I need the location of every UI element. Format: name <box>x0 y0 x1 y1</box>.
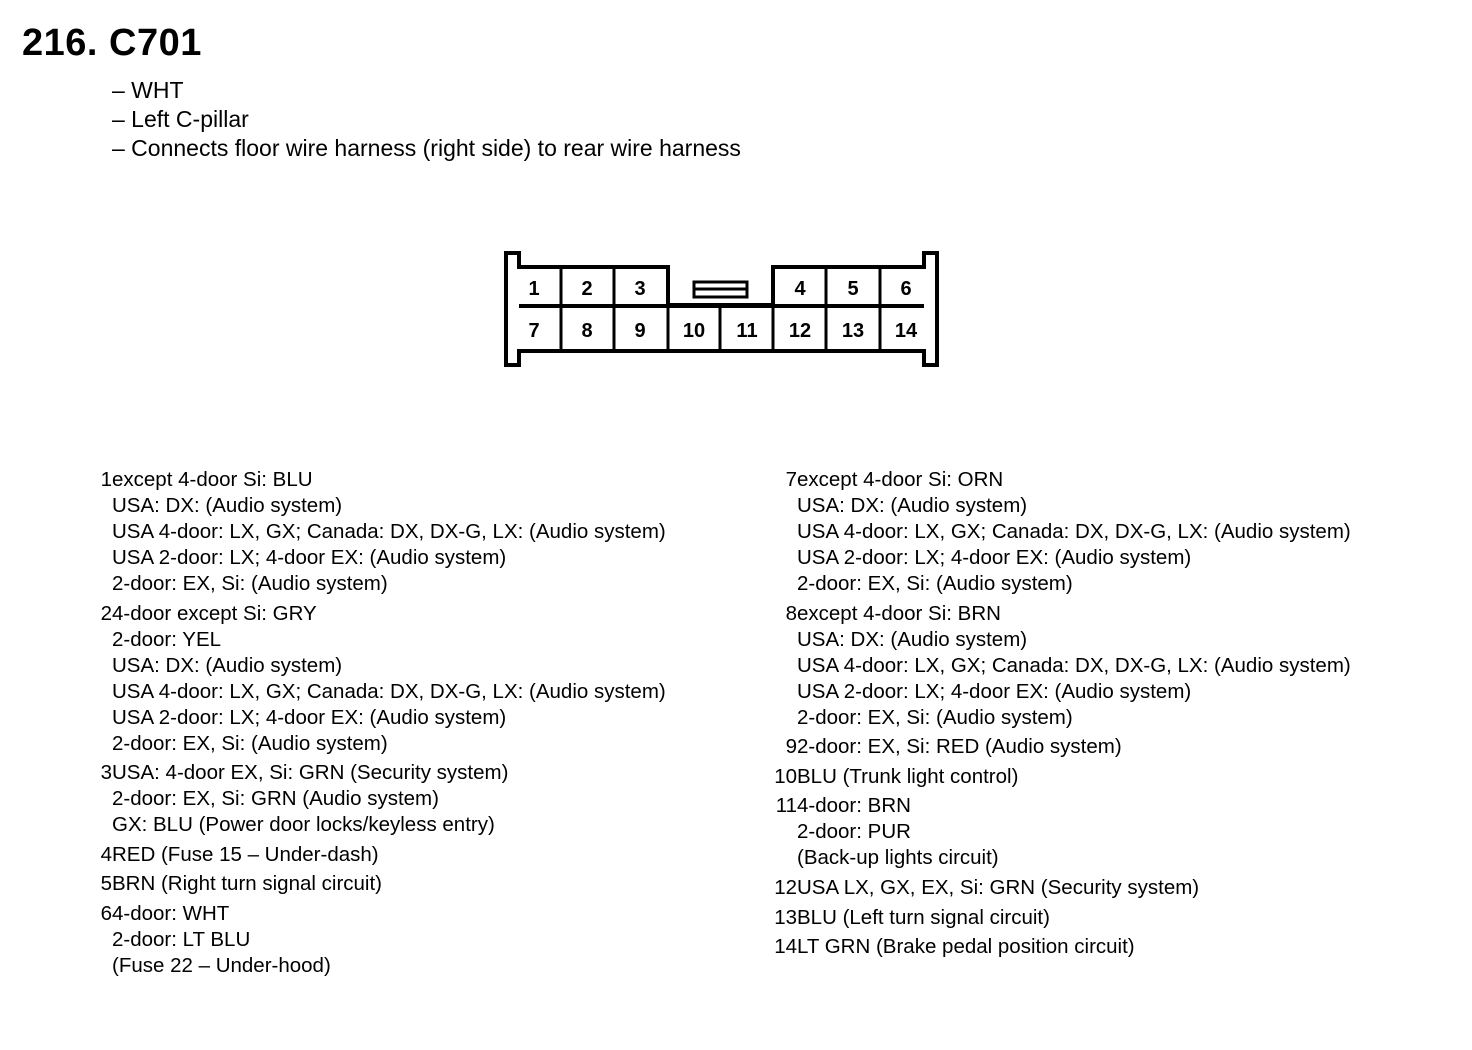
pin-number: 13 <box>774 905 797 929</box>
pin-description-line: USA 4-door: LX, GX; Canada: DX, DX-G, LX: (Audio system) <box>112 520 666 543</box>
pin-label-3: 3 <box>634 278 646 300</box>
pin-number: 5 <box>100 872 112 896</box>
pin-description-line: except 4-door Si: BLU <box>112 468 313 491</box>
pin-description-line: 2-door: EX, Si: GRN (Audio system) <box>112 787 439 811</box>
pin-description-line: 2-door: YEL <box>112 627 222 651</box>
pin-description-line: except 4-door Si: ORN <box>797 468 1004 491</box>
pin-number: 9 <box>785 735 797 759</box>
pin-label-1: 1 <box>528 278 540 300</box>
pin-number: 7 <box>785 468 797 491</box>
pin-description <box>797 905 1050 931</box>
pin-entry <box>765 734 1465 760</box>
pin-description-line: USA: 4-door EX, Si: GRN (Security system) <box>112 761 509 785</box>
pin-description-line: 2-door: PUR <box>797 820 911 844</box>
pin-label-14: 14 <box>894 320 918 342</box>
pin-label-11: 11 <box>736 320 758 342</box>
pin-description-line: RED (Fuse 15 – Under-dash) <box>112 842 379 866</box>
pin-number: 3 <box>100 761 112 785</box>
detail-connection: – Connects floor wire harness (right side) to rear wire harness <box>112 135 741 161</box>
pin-description <box>112 760 508 838</box>
pin-list-left <box>80 467 760 983</box>
pin-label-12: 12 <box>788 320 812 342</box>
pin-number: 8 <box>785 601 797 625</box>
pin-description-line: 2-door: EX, Si: (Audio system) <box>112 731 388 755</box>
connector-diagram <box>500 250 942 370</box>
pin-description-line: USA 4-door: LX, GX; Canada: DX, DX-G, LX: (Audio system) <box>797 520 1351 543</box>
pin-number: 12 <box>774 875 797 899</box>
pin-label-13: 13 <box>841 320 865 342</box>
pin-description-line: USA: DX: (Audio system) <box>797 494 1028 517</box>
pin-description <box>797 764 1018 790</box>
pin-label-5: 5 <box>847 278 859 300</box>
pin-entry <box>80 760 760 838</box>
pin-description-line: USA 2-door: LX; 4-door EX: (Audio system) <box>797 679 1192 703</box>
pin-description-line: BLU (Trunk light control) <box>797 764 1019 788</box>
pin-entry <box>80 467 760 597</box>
pin-description <box>112 601 666 757</box>
pin-description <box>797 875 1199 901</box>
pin-description-line: 4-door: BRN <box>797 794 911 818</box>
pin-entry <box>765 764 1465 790</box>
pin-description-line: 2-door: EX, Si: (Audio system) <box>797 705 1073 729</box>
detail-color: – WHT <box>112 77 184 103</box>
pin-label-9: 9 <box>634 320 646 342</box>
pin-label-2: 2 <box>581 278 593 300</box>
pin-number: 6 <box>100 901 112 925</box>
pin-description-line: USA 4-door: LX, GX; Canada: DX, DX-G, LX: (Audio system) <box>797 653 1351 677</box>
pin-description-line: USA: DX: (Audio system) <box>112 653 343 677</box>
pin-description-line: (Back-up lights circuit) <box>797 846 999 870</box>
pin-description-line: USA LX, GX, EX, Si: GRN (Security system) <box>797 875 1200 899</box>
pin-number: 14 <box>774 935 797 959</box>
pin-description <box>112 467 666 597</box>
pin-entry <box>80 901 760 979</box>
pin-description-line: (Fuse 22 – Under-hood) <box>112 953 331 977</box>
pin-description <box>112 842 379 868</box>
pin-description-line: USA 2-door: LX; 4-door EX: (Audio system) <box>112 546 507 569</box>
pin-label-6: 6 <box>900 278 912 300</box>
pin-entry <box>765 601 1465 731</box>
pin-number: 11 <box>775 794 797 818</box>
pin-number: 10 <box>774 764 797 788</box>
pin-description <box>797 601 1351 731</box>
connector-details <box>112 76 741 163</box>
pin-entry <box>765 467 1465 597</box>
pin-description-line: 2-door: EX, Si: RED (Audio system) <box>797 735 1122 759</box>
pin-description-line: 4-door except Si: GRY <box>112 601 317 625</box>
pin-label-4: 4 <box>794 278 806 300</box>
pin-entry <box>765 934 1465 960</box>
pin-entry <box>80 842 760 868</box>
pin-entry <box>80 601 760 757</box>
pin-entry <box>765 875 1465 901</box>
pin-description-line: USA 2-door: LX; 4-door EX: (Audio system) <box>112 705 507 729</box>
pin-description-line: USA: DX: (Audio system) <box>112 494 343 517</box>
pin-description <box>797 467 1351 597</box>
pin-list-right <box>765 467 1465 964</box>
pin-number: 2 <box>100 601 112 625</box>
pin-description <box>797 793 999 871</box>
pin-description-line: BRN (Right turn signal circuit) <box>112 872 382 896</box>
pin-description-line: 2-door: EX, Si: (Audio system) <box>797 572 1073 595</box>
pin-label-8: 8 <box>581 320 593 342</box>
page-title: 216. C701 <box>22 22 202 64</box>
pin-description-line: except 4-door Si: BRN <box>797 601 1001 625</box>
pin-description-line: 2-door: EX, Si: (Audio system) <box>112 572 388 595</box>
pin-label-7: 7 <box>528 320 540 342</box>
pin-entry <box>765 905 1465 931</box>
pin-number: 1 <box>100 468 112 491</box>
pin-description-line: GX: BLU (Power door locks/keyless entry) <box>112 813 495 837</box>
pin-label-10: 10 <box>682 320 706 342</box>
pin-entry <box>765 793 1465 871</box>
pin-number: 4 <box>100 842 112 866</box>
pin-description-line: USA: DX: (Audio system) <box>797 627 1028 651</box>
pin-description-line: 4-door: WHT <box>112 901 230 925</box>
pin-description <box>112 901 331 979</box>
pin-description-line: USA 2-door: LX; 4-door EX: (Audio system) <box>797 546 1192 569</box>
pin-description-line: LT GRN (Brake pedal position circuit) <box>797 935 1135 959</box>
pin-description <box>797 934 1135 960</box>
pin-description-line: BLU (Left turn signal circuit) <box>797 905 1050 929</box>
pin-description <box>112 871 382 897</box>
pin-description-line: USA 4-door: LX, GX; Canada: DX, DX-G, LX: (Audio system) <box>112 679 666 703</box>
detail-location: – Left C-pillar <box>112 106 249 132</box>
pin-description-line: 2-door: LT BLU <box>112 927 251 951</box>
pin-description <box>797 734 1122 760</box>
pin-entry <box>80 871 760 897</box>
